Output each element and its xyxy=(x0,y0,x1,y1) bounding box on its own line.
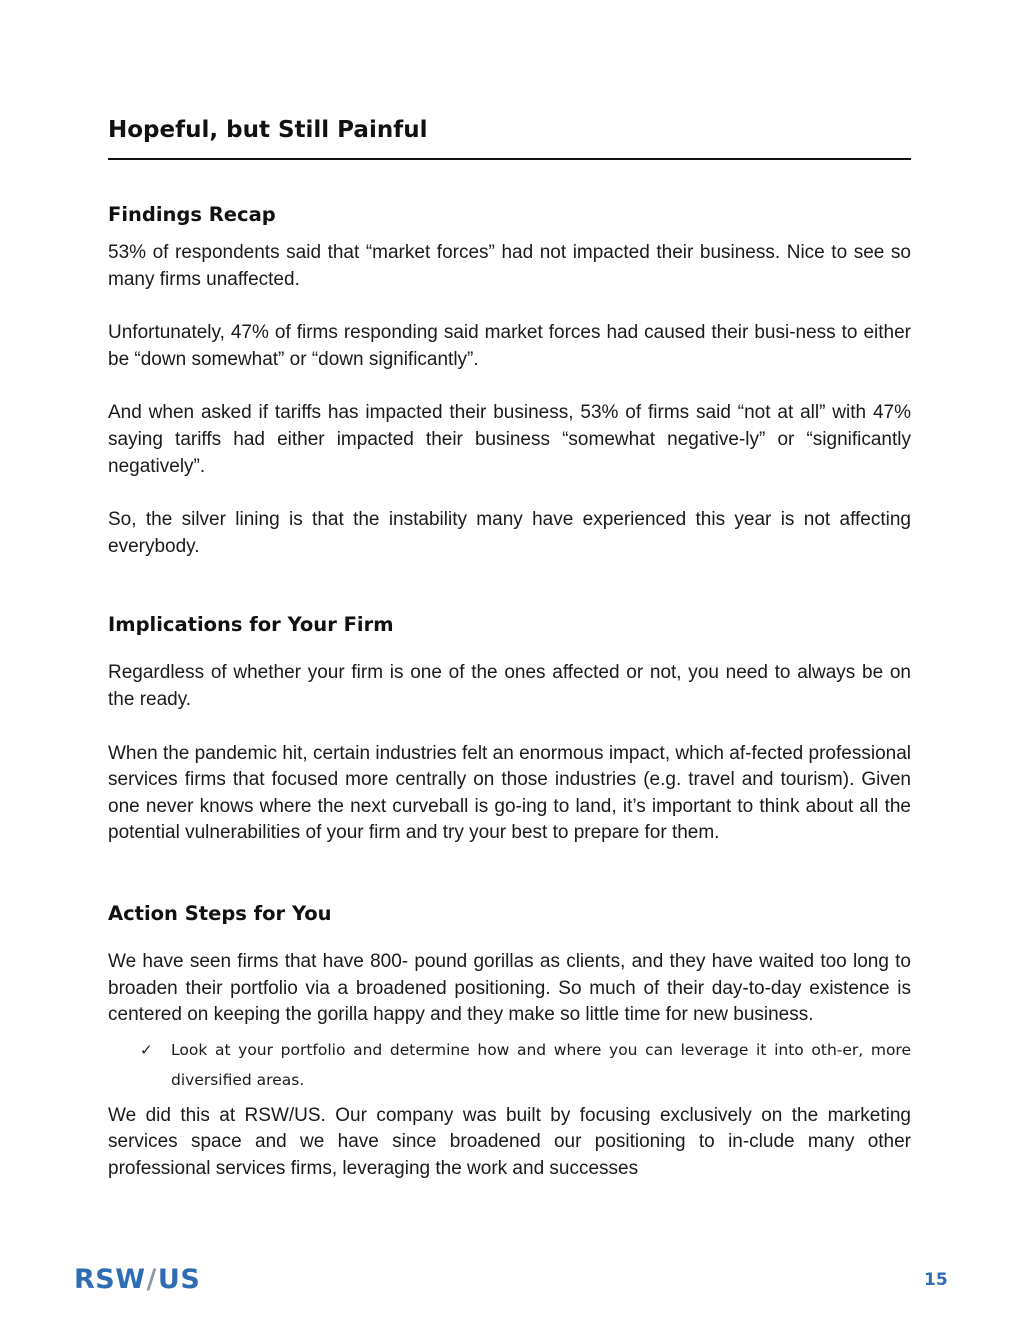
page-number: 15 xyxy=(924,1270,948,1290)
checkmark-icon: ✓ xyxy=(140,1040,153,1059)
logo-slash: / xyxy=(146,1264,157,1295)
action-checklist xyxy=(108,1035,911,1095)
findings-paragraph-3: And when asked if tariffs has impacted their business, 53% of firms said “not at all” with 47% saying tariffs had either impacted their business “somewhat negative-ly” or “significantly negatively”. xyxy=(108,402,911,477)
implications-paragraph-2: When the pandemic hit, certain industries felt an enormous impact, which af-fected professional services firms that focused more centrally on those industries (e.g. travel and tourism). Given one never knows where the next curveball is go-ing to land, it’s important to think about all the potential vulnerabilities of your firm and try your best to prepare for them. xyxy=(108,742,911,844)
checklist-item xyxy=(140,1035,911,1095)
action-heading: Action Steps for You xyxy=(108,901,332,925)
findings-paragraph-2: Unfortunately, 47% of firms responding said market forces had caused their busi-ness to either be “down somewhat” or “down significantly”. xyxy=(108,322,911,370)
page-content xyxy=(108,112,911,1182)
title-divider xyxy=(108,158,911,160)
logo-text-rsw: RSW xyxy=(74,1264,146,1295)
checklist-item-text: Look at your portfolio and determine how and where you can leverage it into oth-er, more diversified areas. xyxy=(171,1040,911,1089)
implications-paragraph-1: Regardless of whether your firm is one of the ones affected or not, you need to always be on the ready. xyxy=(108,662,911,710)
findings-paragraph-1: 53% of respondents said that “market forces” had not impacted their business. Nice to see so many firms unaffected. xyxy=(108,242,911,290)
implications-heading: Implications for Your Firm xyxy=(108,613,394,637)
findings-paragraph-4: So, the silver lining is that the instability many have experienced this year is not affecting everybody. xyxy=(108,509,911,557)
page-title: Hopeful, but Still Painful xyxy=(108,117,428,143)
rsw-us-logo xyxy=(74,1264,200,1296)
findings-heading: Findings Recap xyxy=(108,203,276,226)
action-paragraph-2: We did this at RSW/US. Our company was built by focusing exclusively on the marketing services space and we have since broadened our positioning to in-clude many other professional services firms, leveraging the work and successes xyxy=(108,1104,911,1179)
action-paragraph-1: We have seen firms that have 800- pound gorillas as clients, and they have waited too long to broaden their portfolio via a broadened positioning. So much of their day-to-day existence is centered on keeping the gorilla happy and they make so little time for new business. xyxy=(108,950,911,1026)
logo-text-us: US xyxy=(157,1264,201,1295)
